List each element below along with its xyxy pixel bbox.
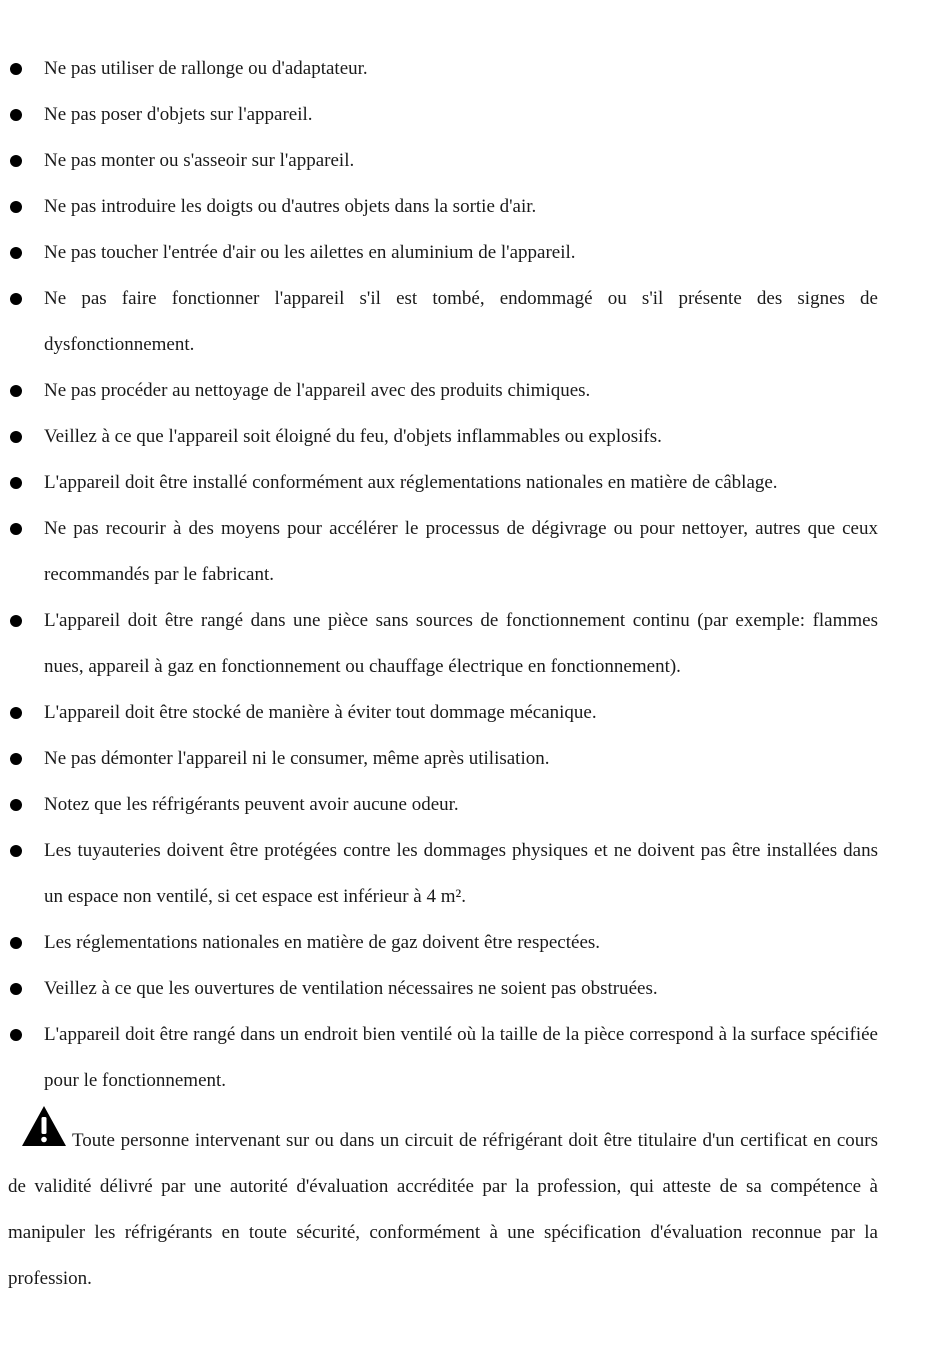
bullet-icon — [10, 477, 22, 489]
list-item-text: Les réglementations nationales en matière de gaz doivent être respectées. — [44, 932, 601, 953]
list-item-text: L'appareil doit être rangé dans une pièce sans sources de fonctionnement continu (par exemple: flammes nues, appareil à gaz en fonctionnement ou chauffage électrique en fonctionnement). — [44, 610, 878, 677]
list-item — [0, 46, 878, 92]
list-item-text: L'appareil doit être installé conformément aux réglementations nationales en matière de câblage. — [44, 472, 778, 493]
bullet-icon — [10, 247, 22, 259]
list-item-text: Ne pas recourir à des moyens pour accélérer le processus de dégivrage ou pour nettoyer, autres que ceux recommandés par le fabricant. — [44, 518, 878, 585]
list-item — [0, 230, 878, 276]
list-item-text: Veillez à ce que les ouvertures de ventilation nécessaires ne soient pas obstruées. — [44, 978, 658, 999]
list-item-text: Ne pas introduire les doigts ou d'autres objets dans la sortie d'air. — [44, 196, 537, 217]
bullet-icon — [10, 707, 22, 719]
list-item — [0, 920, 878, 966]
refrigerant-warning — [8, 1104, 878, 1302]
list-item — [0, 782, 878, 828]
bullet-icon — [10, 431, 22, 443]
bullet-icon — [10, 799, 22, 811]
list-item — [0, 92, 878, 138]
bullet-icon — [10, 293, 22, 305]
list-item-text: Ne pas poser d'objets sur l'appareil. — [44, 104, 313, 125]
bullet-icon — [10, 845, 22, 857]
list-item — [0, 690, 878, 736]
bullet-icon — [10, 523, 22, 535]
list-item-text: Notez que les réfrigérants peuvent avoir aucune odeur. — [44, 794, 459, 815]
bullet-icon — [10, 201, 22, 213]
bullet-icon — [10, 63, 22, 75]
bullet-icon — [10, 109, 22, 121]
bullet-icon — [10, 1029, 22, 1041]
list-item-text: L'appareil doit être rangé dans un endroit bien ventilé où la taille de la pièce correspond à la surface spécifiée pour le fonctionnement. — [44, 1024, 878, 1091]
list-item — [0, 966, 878, 1012]
list-item — [0, 276, 878, 368]
bullet-icon — [10, 155, 22, 167]
list-item-text: Ne pas utiliser de rallonge ou d'adaptateur. — [44, 58, 368, 79]
list-item — [0, 736, 878, 782]
bullet-icon — [10, 753, 22, 765]
list-item-text: L'appareil doit être stocké de manière à éviter tout dommage mécanique. — [44, 702, 597, 723]
list-item — [0, 828, 878, 920]
warning-paragraph — [8, 1104, 878, 1302]
list-item-text: Ne pas procéder au nettoyage de l'appareil avec des produits chimiques. — [44, 380, 591, 401]
list-item-text: Ne pas faire fonctionner l'appareil s'il est tombé, endommagé ou s'il présente des signes de dysfonctionnement. — [44, 288, 878, 355]
warning-text: Toute personne intervenant sur ou dans un circuit de réfrigérant doit être titulaire d'un certificat en cours de validité délivré par une autorité d'évaluation accréditée par la profession, qui atteste de sa compétence à manipuler les réfrigérants en toute sécurité, conformément à une spécification d'évaluation reconnue par la profession. — [8, 1130, 878, 1289]
bullet-icon — [10, 385, 22, 397]
bullet-icon — [10, 615, 22, 627]
list-item — [0, 460, 878, 506]
list-item — [0, 414, 878, 460]
list-item — [0, 184, 878, 230]
bullet-icon — [10, 983, 22, 995]
bullet-icon — [10, 937, 22, 949]
list-item — [0, 598, 878, 690]
list-item — [0, 506, 878, 598]
list-item — [0, 138, 878, 184]
list-item-text: Ne pas monter ou s'asseoir sur l'appareil. — [44, 150, 355, 171]
list-item-text: Ne pas toucher l'entrée d'air ou les ailettes en aluminium de l'appareil. — [44, 242, 576, 263]
list-item — [0, 368, 878, 414]
safety-instructions-list — [0, 46, 950, 1104]
warning-triangle-icon — [20, 1104, 68, 1148]
list-item-text: Veillez à ce que l'appareil soit éloigné du feu, d'objets inflammables ou explosifs. — [44, 426, 662, 447]
list-item — [0, 1012, 878, 1104]
list-item-text: Ne pas démonter l'appareil ni le consumer, même après utilisation. — [44, 748, 550, 769]
list-item-text: Les tuyauteries doivent être protégées contre les dommages physiques et ne doivent pas être installées dans un espace non ventilé, si cet espace est inférieur à 4 m². — [44, 840, 878, 907]
